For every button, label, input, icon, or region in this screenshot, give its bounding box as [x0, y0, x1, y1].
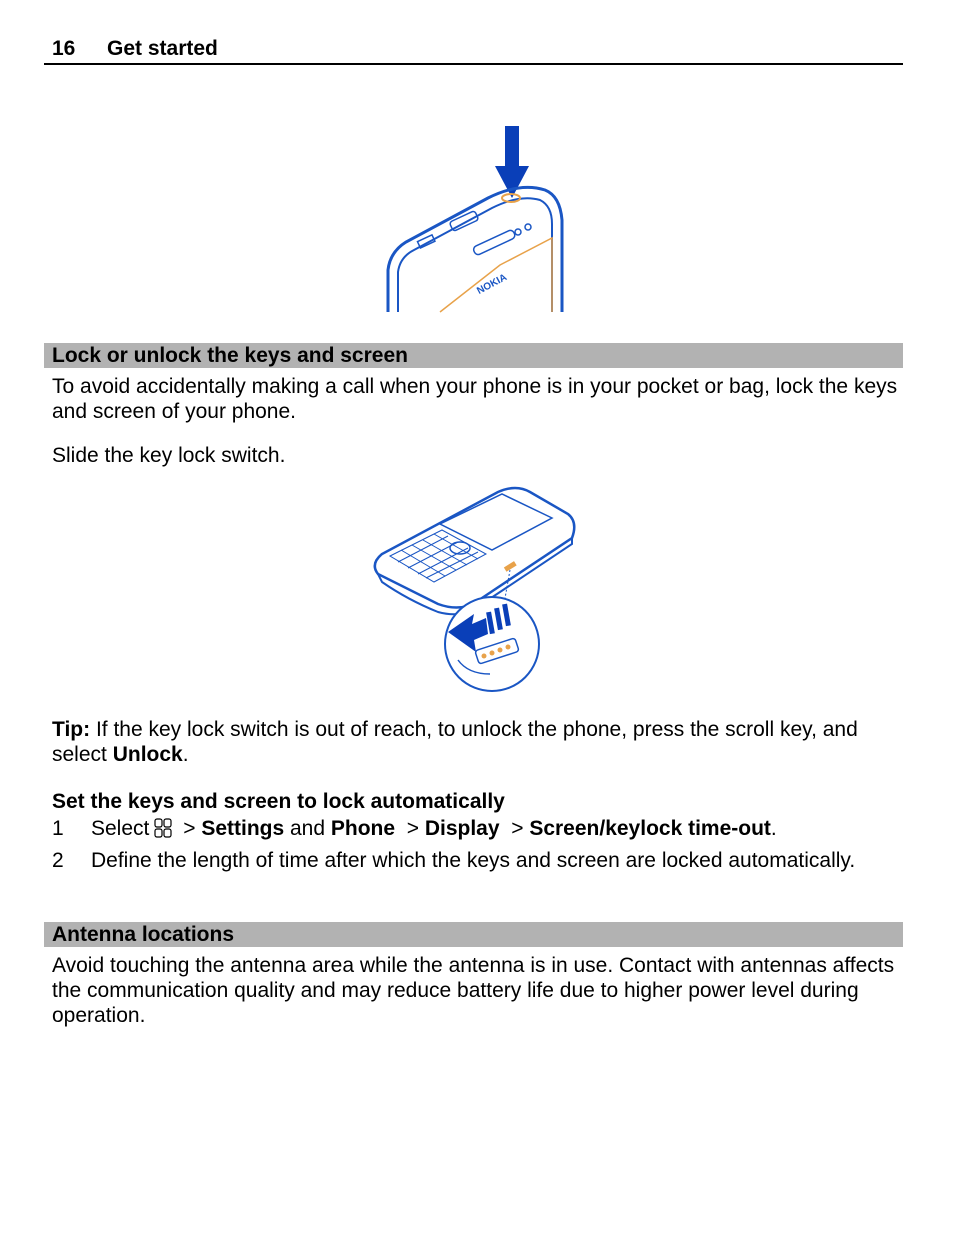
page-number: 16	[52, 37, 76, 60]
key-lock-switch-illustration	[368, 484, 578, 696]
lock-instruction: Slide the key lock switch.	[52, 444, 286, 467]
section-heading-antenna: Antenna locations	[44, 922, 903, 947]
menu-icon	[153, 817, 173, 845]
lock-intro-paragraph: To avoid accidentally making a call when your phone is in your pocket or bag, lock the keys and screen of your phone.	[52, 375, 898, 423]
subsection-heading-auto-lock: Set the keys and screen to lock automatically	[52, 790, 505, 813]
power-key-illustration	[380, 120, 570, 315]
antenna-paragraph: Avoid touching the antenna area while the antenna is in use. Contact with antennas affects the communication quality and may reduce battery life due to higher power level during operation.	[52, 954, 895, 1027]
step-number: 1	[52, 817, 64, 840]
phone-option: Phone	[330, 817, 396, 840]
display-option: Display	[424, 817, 500, 840]
unlock-option: Unlock	[112, 743, 183, 766]
section-heading-lock: Lock or unlock the keys and screen	[44, 343, 903, 368]
brand-logo: NOKIA	[475, 272, 509, 297]
timeout-option: Screen/keylock time-out	[529, 817, 771, 840]
page-header	[44, 36, 903, 65]
tip-label: Tip:	[52, 718, 91, 741]
tip-paragraph: Tip: If the key lock switch is out of reach, to unlock the phone, press the scroll key, and select Unlock.	[52, 718, 858, 766]
chapter-title: Get started	[107, 37, 218, 60]
settings-option: Settings	[201, 817, 285, 840]
step-number: 2	[52, 849, 64, 872]
